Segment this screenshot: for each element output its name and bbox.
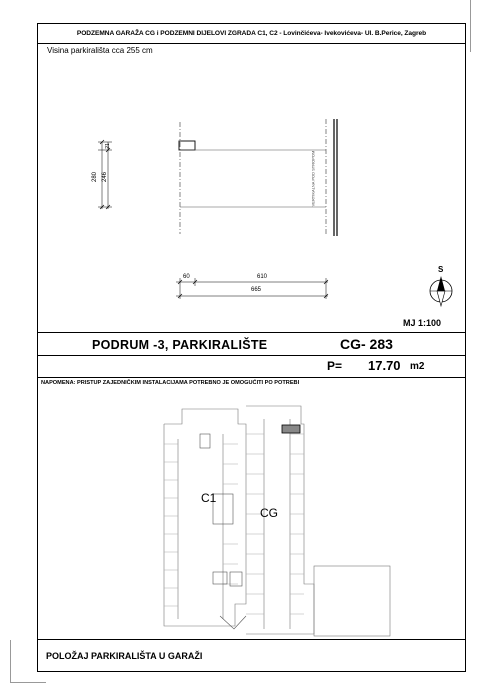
sheet-header: PODZEMNA GARAŽA CG i PODZEMNI DIJELOVI ZGRADA C1, C2 - Lovinčićeva- Ivekovićeva- Ul. B.Perice, Zagreb xyxy=(76,30,427,37)
height-note: Visina parkirališta cca 255 cm xyxy=(47,46,153,55)
north-arrow-icon xyxy=(430,276,452,306)
scale-label: MJ 1:100 xyxy=(403,318,442,328)
crop-mark-top-right xyxy=(470,0,472,52)
title-label: PODRUM -3, PARKIRALIŠTE xyxy=(92,338,268,352)
column-marker xyxy=(179,141,195,150)
dim-bottom-total: 665 xyxy=(251,287,262,293)
wall-label: VERTIKALNA POD STROPOM xyxy=(310,150,316,207)
dim-bottom-small: 60 xyxy=(183,274,190,280)
dim-left-inner: 246 xyxy=(102,171,109,183)
area-unit: m2 xyxy=(410,361,425,372)
area-prefix: P= xyxy=(327,359,343,373)
site-label-cg: CG xyxy=(260,506,278,520)
north-label: S xyxy=(438,265,444,274)
installation-note: NAPOMENA: PRISTUP ZAJEDNIČKIM INSTALACIJAMA POTREBNO JE OMOGUĆITI PO POTREBI xyxy=(41,380,300,386)
crop-mark-bottom-left-h xyxy=(10,682,46,684)
highlighted-spot-cg-283 xyxy=(282,425,300,433)
area-divider xyxy=(38,377,465,378)
dim-bottom-mid: 610 xyxy=(257,274,268,280)
garage-site-plan xyxy=(38,384,465,644)
parking-code: CG- 283 xyxy=(340,336,393,352)
area-value: 17.70 xyxy=(368,358,401,373)
dim-left-outer: 280 xyxy=(92,171,99,183)
drawing-sheet xyxy=(37,23,466,672)
title-mid-divider xyxy=(38,355,465,356)
site-label-c1: C1 xyxy=(201,491,217,505)
footer-label: POLOŽAJ PARKIRALIŠTA U GARAŽI xyxy=(46,651,203,661)
footer-divider xyxy=(38,639,465,640)
title-top-divider xyxy=(38,332,465,333)
crop-mark-bottom-left-v xyxy=(10,640,12,682)
dim-left-small: 21 xyxy=(104,143,111,149)
